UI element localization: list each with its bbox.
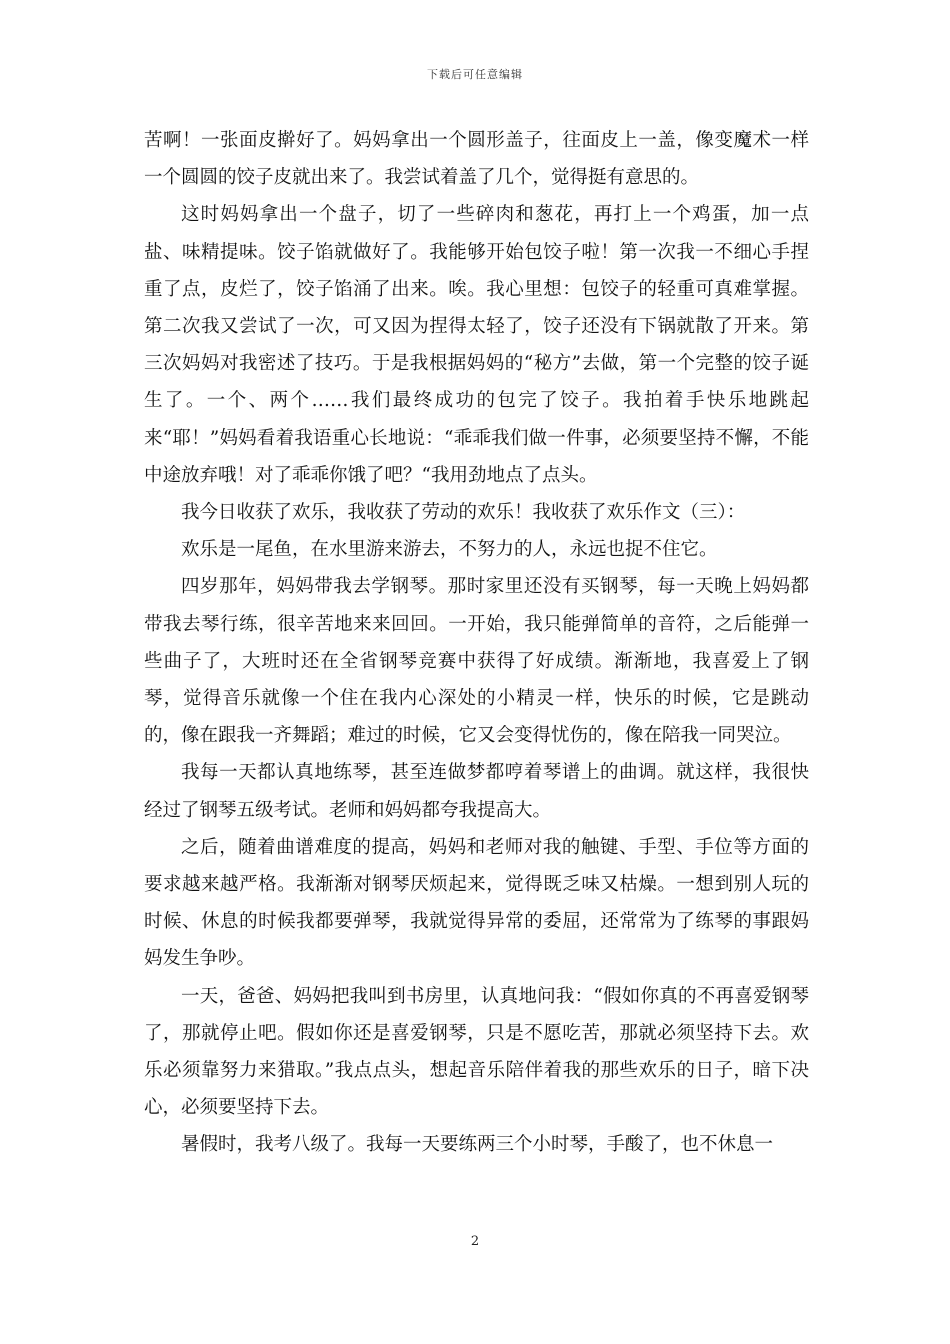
page-number: 2 [470, 1234, 480, 1249]
document-body [144, 122, 809, 1164]
paragraph: 我每一天都认真地练琴，甚至连做梦都哼着琴谱上的曲调。就这样，我很快经过了钢琴五级考试。老师和妈妈都夸我提高大。 [144, 762, 809, 821]
paragraph: 欢乐是一尾鱼，在水里游来游去，不努力的人，永远也捉不住它。 [181, 539, 718, 561]
paragraph: 之后，随着曲谱难度的提高，妈妈和老师对我的触键、手型、手位等方面的要求越来越严格。我渐渐对钢琴厌烦起来，觉得既乏味又枯燥。一想到别人玩的时候、休息的时候我都要弹琴，我就觉得异常的委屈，还常常为了练琴的事跟妈妈发生争吵。 [144, 836, 809, 970]
paragraph: 这时妈妈拿出一个盘子，切了一些碎肉和葱花，再打上一个鸡蛋，加一点盐、味精提味。饺子馅就做好了。我能够开始包饺子啦！第一次我一不细心手捏重了点，皮烂了，饺子馅涌了出来。唉。我心里想：包饺子的轻重可真难掌握。第二次我又尝试了一次，可又因为捏得太轻了，饺子还没有下锅就散了开来。第三次妈妈对我密述了技巧。于是我根据妈妈的“秘方”去做，第一个完整的饺子诞生了。一个、两个……我们最终成功的包完了饺子。我拍着手快乐地跳起来“耶！”妈妈看着我语重心长地说：“乖乖我们做一件事，必须要坚持不懈，不能中途放弃哦！对了乖乖你饿了吧？“我用劲地点了点头。 [144, 204, 809, 486]
paragraph: 四岁那年，妈妈带我去学钢琴。那时家里还没有买钢琴，每一天晚上妈妈都带我去琴行练，很辛苦地来来回回。一开始，我只能弹简单的音符，之后能弹一些曲子了，大班时还在全省钢琴竞赛中获得了好成绩。渐渐地，我喜爱上了钢琴，觉得音乐就像一个住在我内心深处的小精灵一样，快乐的时候，它是跳动的，像在跟我一齐舞蹈；难过的时候，它又会变得忧伤的，像在陪我一同哭泣。 [144, 576, 809, 747]
paragraph: 一天，爸爸、妈妈把我叫到书房里，认真地问我：“假如你真的不再喜爱钢琴了，那就停止吧。假如你还是喜爱钢琴，只是不愿吃苦，那就必须坚持下去。欢乐必须靠努力来猎取。”我点点头，想起音乐陪伴着我的那些欢乐的日子，暗下决心，必须要坚持下去。 [144, 985, 809, 1119]
paragraph: 我今日收获了欢乐，我收获了劳动的欢乐！我收获了欢乐作文（三）： [181, 502, 746, 524]
paragraph: 暑假时，我考八级了。我每一天要练两三个小时琴，手酸了，也不休息一 [181, 1134, 774, 1156]
page-header: 下载后可任意编辑 [427, 68, 523, 81]
paragraph-continuation: 苦啊！一张面皮擀好了。妈妈拿出一个圆形盖子，往面皮上一盖，像变魔术一样一个圆圆的饺子皮就出来了。我尝试着盖了几个，觉得挺有意思的。 [144, 130, 809, 189]
